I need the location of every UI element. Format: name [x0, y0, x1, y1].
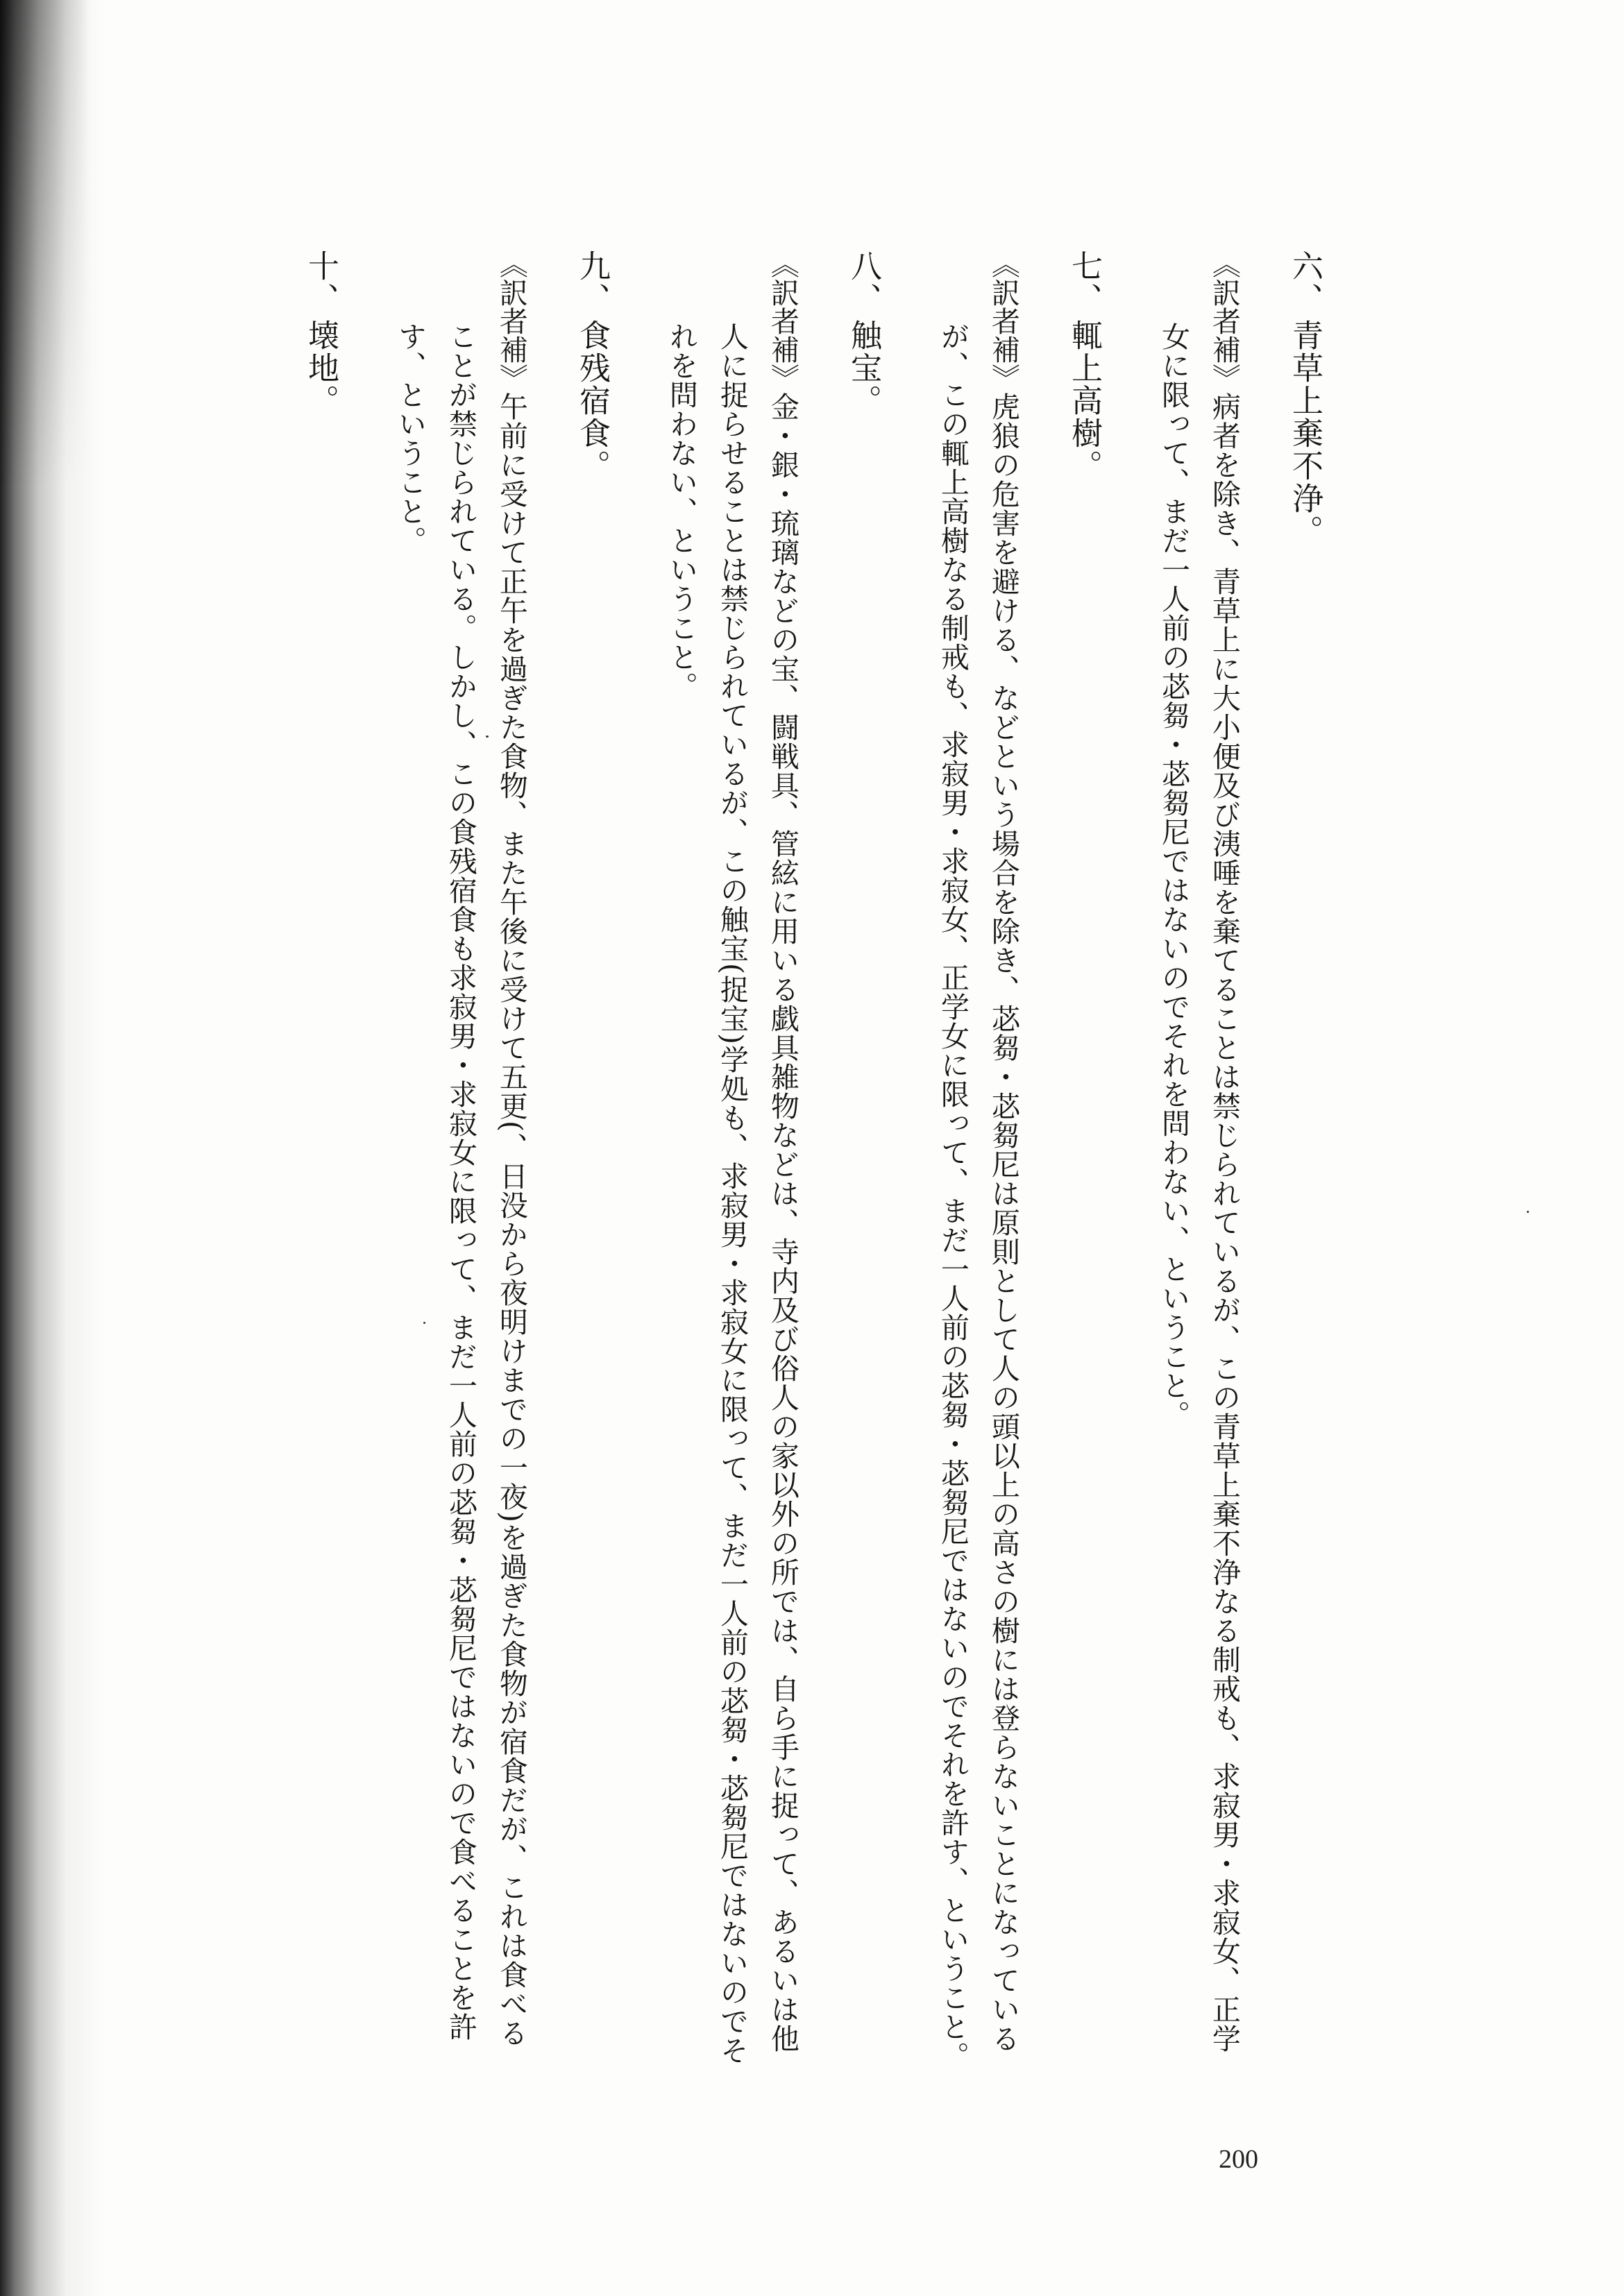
item-number: 十、 — [302, 250, 339, 315]
vertical-text-body — [97, 250, 1333, 2075]
scan-edge-shadow-top — [0, 0, 90, 486]
page-number: 200 — [1219, 2145, 1258, 2174]
item-heading-8 — [836, 250, 891, 2075]
item-heading-7 — [1056, 250, 1112, 2075]
item-title: 壊地。 — [302, 319, 339, 417]
item-title: 輒上高樹。 — [1065, 319, 1103, 482]
item-number: 七、 — [1065, 250, 1103, 315]
note-text: 午前に受けて正午を過ぎた食物、また午後に受けて五更(、日没から夜明けまでの一夜)を過ぎた食物が宿食だが、これは食べることが禁じられている。しかし、この食残宿食も求寂男・求寂女に限って、まだ一人前の苾芻・苾芻尼ではないので食べることを許す、ということ。 — [393, 322, 528, 2048]
scan-speck — [423, 1322, 425, 1324]
scan-speck — [1527, 1211, 1529, 1213]
item-heading-10 — [293, 250, 348, 2075]
scan-speck — [486, 735, 489, 738]
item-number: 六、 — [1287, 250, 1323, 315]
note-tag: 《訳者補》 — [986, 250, 1020, 392]
item-title: 青草上棄不浄。 — [1287, 319, 1323, 547]
item-heading-6 — [1277, 250, 1333, 2075]
translator-note-9 — [384, 250, 536, 2075]
translator-note-7 — [927, 250, 1029, 2075]
note-tag: 《訳者補》 — [766, 250, 800, 392]
item-title: 食残宿食。 — [573, 319, 611, 482]
item-title: 触宝。 — [845, 319, 882, 417]
item-number: 九、 — [573, 250, 611, 315]
item-heading-9 — [564, 250, 620, 2075]
note-text: 金・銀・琉璃などの宝、闘戦具、管絃に用いる戯具雑物などは、寺内及び俗人の家以外の所では、自ら手に捉って、あるいは他人に捉らせることは禁じられているが、この触宝(捉宝)学処も、求寂男・求寂女に限って、まだ一人前の苾芻・苾芻尼ではないのでそれを問わない、ということ。 — [664, 322, 800, 2065]
note-text: 病者を除き、青草上に大小便及び洟唾を棄てることは禁じられているが、この青草上棄不浄なる制戒も、求寂男・求寂女、正学女に限って、まだ一人前の苾芻・苾芻尼ではないのでそれを問わない、ということ。 — [1156, 322, 1241, 2053]
item-number: 八、 — [845, 250, 882, 315]
translator-note-8 — [656, 250, 808, 2075]
note-tag: 《訳者補》 — [1207, 250, 1241, 392]
note-text: 虎狼の危害を避ける、などという場合を除き、苾芻・苾芻尼は原則として人の頭以上の高さの樹には登らないことになっているが、この輒上高樹なる制戒も、求寂男・求寂女、正学女に限って、まだ一人前の苾芻・苾芻尼ではないのでそれを許す、ということ。 — [936, 322, 1020, 2070]
translator-note-6 — [1148, 250, 1249, 2075]
note-tag: 《訳者補》 — [494, 250, 528, 392]
